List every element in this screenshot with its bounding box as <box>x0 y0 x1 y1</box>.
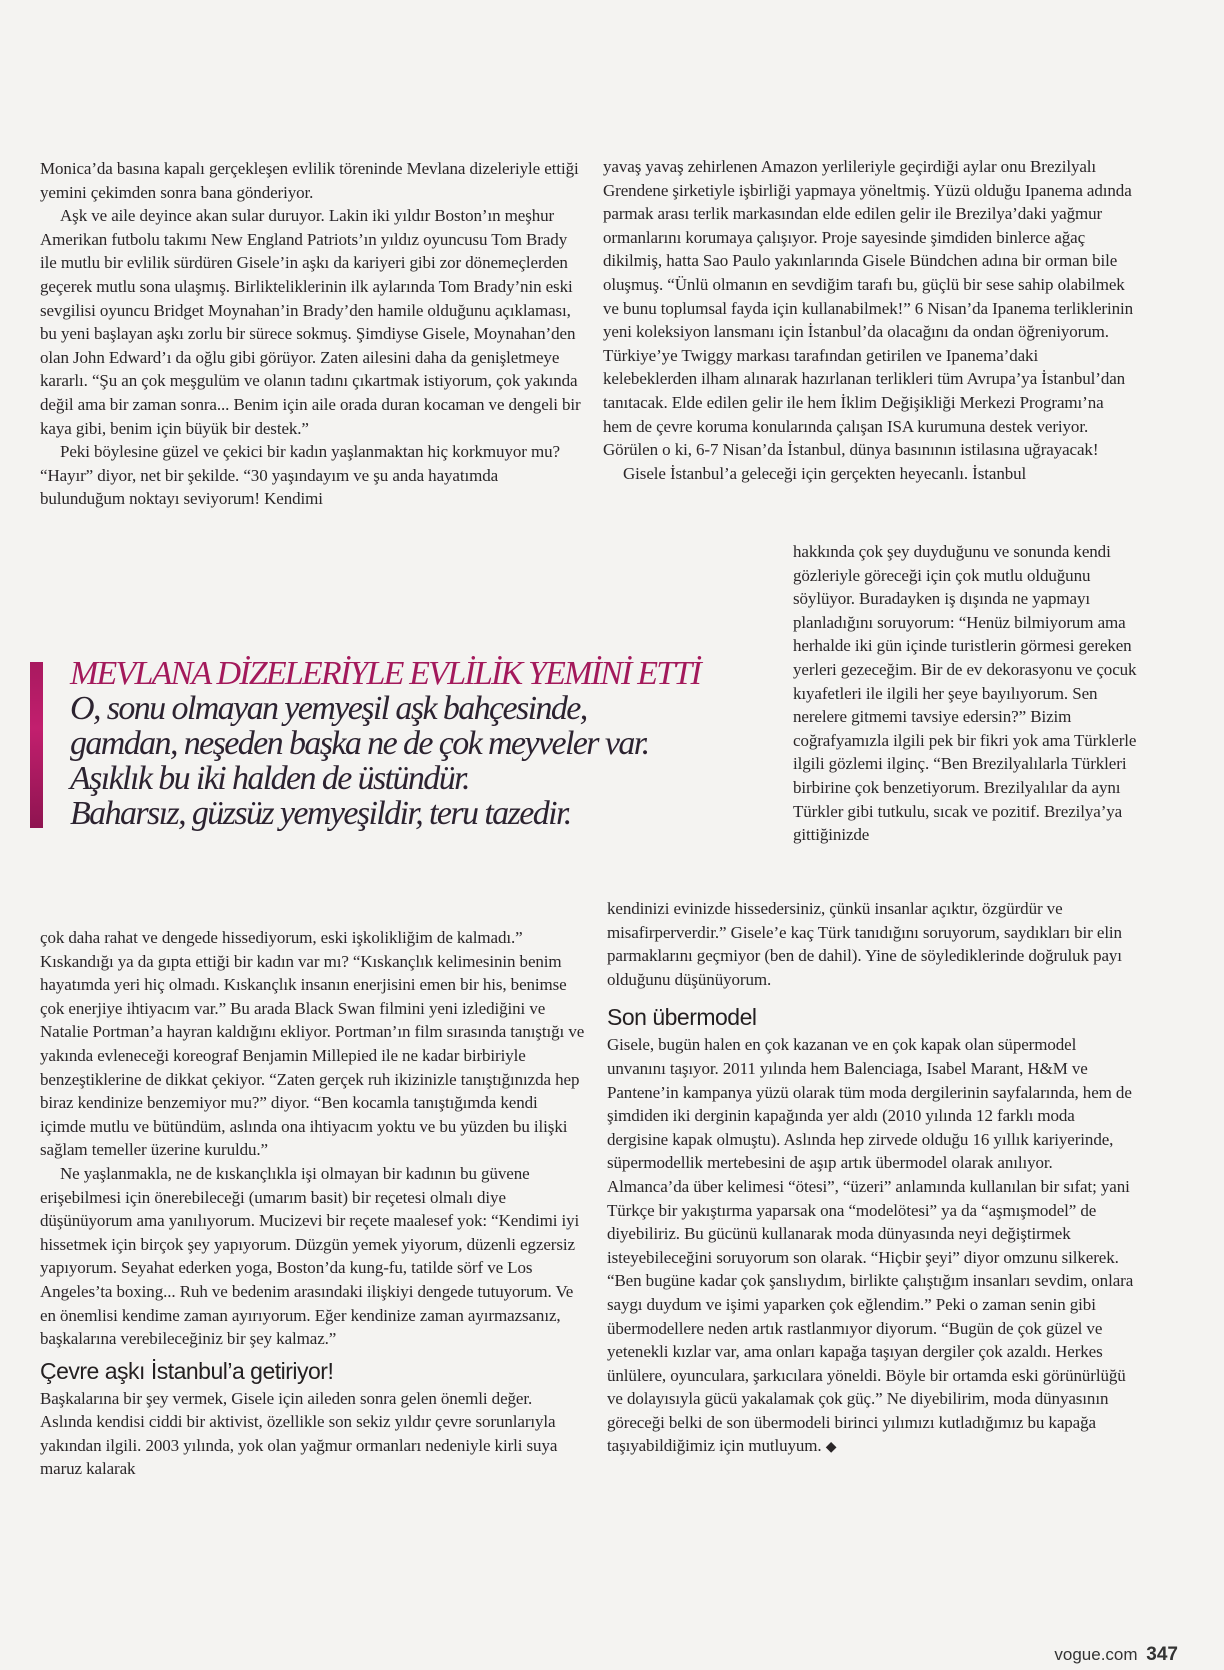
page-footer <box>1054 1644 1178 1666</box>
right-column-bottom <box>607 897 1137 1460</box>
paragraph: Aşk ve aile deyince akan sular duruyor. Lakin iki yıldır Boston’ın meşhur Amerikan futbolu takımı New England Patriots’ın yıldız oyuncusu Tom Brady ile mutlu bir evlilik sürdüren Gisele’in aşkı da kariyeri gibi zor dönemeçlerden geçerek mutlu sona ulaşmış. Birlikteliklerinin ilk aylarında Tom Brady’nin eski sevgilisi oyuncu Bridget Moynahan’in Brady’den hamile olduğunu açıklaması, bu yeni başlayan aşkı zorlu bir sürece sokmuş. Şimdiyse Gisele, Moynahan’den olan John Edward’ı da oğlu gibi görüyor. Zaten ailesini daha da genişletmeye kararlı. “Şu an çok meşgulüm ve olanın tadını çıkartmak istiyorum, çok yakında değil ama bir zaman sonra... Benim için aile orada duran kocaman ve dengeli bir kaya gibi, benim için büyük bir destek.” <box>40 206 581 438</box>
pull-quote-title: MEVLANA DİZELERİYLE EVLİLİK YEMİNİ ETTİ <box>70 655 700 692</box>
pull-quote-line: Aşıklık bu iki halden de üstündür. <box>70 760 469 797</box>
pull-quote-bar <box>30 662 43 828</box>
right-column-top <box>603 155 1133 485</box>
paragraph: Peki böylesine güzel ve çekici bir kadın yaşlanmaktan hiç korkmuyor mu? “Hayır” diyor, net bir şekilde. “30 yaşındayım ve şu anda hayatımda bulunduğum noktayı seviyorum! Kendimi <box>40 442 560 509</box>
site-name: vogue.com <box>1054 1645 1138 1664</box>
paragraph: Ne yaşlanmakla, ne de kıskançlıkla işi olmayan bir kadının bu güvene erişebilmesi için önerebileceği (umarım basit) bir reçetesi olmalı diye düşünüyorum ama yanılıyorum. Mucizevi bir reçete maalesef yok: “Kendimi iyi hissetmek için birçok şey yapıyorum. Düzgün yemek yiyorum, düzenli egzersiz yapıyorum. Seyahat ederken yoga, Boston’da kung-fu, tatilde sörf ve Los Angeles’ta boxing... Ruh ve bedenim arasındaki ilişkiyi dengede tutuyorum. Ve en önemlisi kendime zaman ayırıyorum. Eğer kendinize zaman ayırmazsanız, başkalarına verebileceğiniz bir şey kalmaz.” <box>40 1163 580 1349</box>
paragraph: yavaş yavaş zehirlenen Amazon yerlileriyle geçirdiği aylar onu Brezilyalı Grendene şirketiyle işbirliği yapmaya yöneltmiş. Yüzü olduğu Ipanema adında parmak arası terlik markasından elde edilen gelir ile Brezilya’daki yağmur ormanlarını korumaya çalışıyor. Proje sayesinde şimdiden binlerce ağaç dikilmiş, hatta Sao Paulo yakınlarında Gisele Bündchen adına bir orman bile oluşmuş. “Ünlü olmanın en sevdiğim tarafı bu, güçlü bir sese sahip olabilmek ve bunu toplumsal fayda için kullanabilmek!” 6 Nisan’da Ipanema terliklerinin yeni koleksiyon lansmanı için İstanbul’da olacağını da ondan öğreniyorum. Türkiye’ye Twiggy markası tarafından getirilen ve Ipanema’daki kelebeklerden ilham alınarak hazırlanan terlikleri tüm Avrupa’ya İstanbul’dan tanıtacak. Elde edilen gelir ile hem İklim Değişikliği Merkezi Programı’na hem de çevre koruma konularında çalışan ISA kurumuna destek veriyor. Görülen o ki, 6-7 Nisan’da İstanbul, dünya basınının istilasına uğrayacak! <box>603 157 1133 460</box>
paragraph: çok daha rahat ve dengede hissediyorum, eski işkolikliğim de kalmadı.” Kıskandığı ya da gıpta ettiği bir kadın var mı? “Kıskançlık kelimesinin benim hayatımda yeri hiç olmadı. Kıskançlık insanın enerjisini emen bir his, benimse çok enerjiye ihtiyacım var.” Bu arada Black Swan filmini yeni izlediğini ve Natalie Portman’a hayran kaldığını ekliyor. Portman’ın film sırasında tanıştığı ve yakında evleneceği koreograf Benjamin Millepied ile ne kadar birbiriyle benzeştiklerine de dikkat çekiyor. “Zaten gerçek ruh ikizinizle tanıştığınızda hep biraz kendinize benzemiyor mu?” diyor. “Ben kocamla tanıştığımda kendi içimde mutlu ve bütündüm, aslında ona ihtiyacım yoktu ve bu yüzden bu ilişki sağlam temeller üzerine kuruldu.” <box>40 928 585 1160</box>
end-mark-icon: ◆ <box>825 1440 837 1456</box>
paragraph: Başkalarına bir şey vermek, Gisele için aileden sonra gelen önemli değer. Aslında kendisi ciddi bir aktivist, özellikle son sekiz yıldır çevre sorunlarıyla yakından ilgili. 2003 yılında, yok olan yağmur ormanları nedeniyle kirli suya maruz kalarak <box>40 1388 558 1479</box>
paragraph: hakkında çok şey duyduğunu ve sonunda kendi gözleriyle göreceği için çok mutlu olduğunu söylüyor. Buradayken iş dışında ne yapmayı planladığını soruyorum: “Henüz bilmiyorum ama herhalde iki gün içinde turistlerin görmesi gereken yerleri gezeceğim. Bir de ev dekorasyonu ve çocuk kıyafetleri ile ilgili her şeye bayılıyorum. Sen nerelere gitmemi tavsiye edersin?” Bizim coğrafyamızla ilgili pek bir fikri yok ama Türklerle ilgili gözlemi ilginç. “Ben Brezilyalılarla Türkleri birbirine çok benzetiyorum. Brezilyalılar da aynı Türkler gibi tutkulu, sıcak ve pozitif. Brezilya’ya gittiğinizde <box>793 542 1137 845</box>
left-column-top <box>40 157 585 511</box>
left-column-bottom <box>40 926 585 1481</box>
page-number: 347 <box>1146 1644 1178 1665</box>
pull-quote-line: gamdan, neşeden başka ne de çok meyveler var. <box>70 725 649 762</box>
paragraph: kendinizi evinizde hissedersiniz, çünkü insanlar açıktır, özgürdür ve misafirperverdir.” Gisele’e kaç Türk tanıdığını soruyorum, saydıkları bir elin parmaklarını geçmiyor (ben de dahil). Yine de söylediklerinde doğruluk payı olduğunu düşünüyorum. <box>607 899 1122 989</box>
section-heading-son: Son übermodel <box>607 1004 757 1031</box>
pull-quote-line: Baharsız, güzsüz yemyeşildir, teru tazedir. <box>70 795 571 832</box>
right-column-wrap <box>793 540 1138 847</box>
paragraph: Gisele İstanbul’a geleceği için gerçekten heyecanlı. İstanbul <box>623 463 1027 483</box>
pull-quote-line: O, sonu olmayan yemyeşil aşk bahçesinde, <box>70 690 587 727</box>
paragraph: Monica’da basına kapalı gerçekleşen evlilik töreninde Mevlana dizeleriyle ettiği yemini çekimden sonra bana gönderiyor. <box>40 159 579 202</box>
paragraph <box>607 1033 1137 1460</box>
pull-quote <box>70 656 770 831</box>
paragraph-text: Gisele, bugün halen en çok kazanan ve en çok kapak olan süpermodel unvanını taşıyor. 2011 yılında hem Balenciaga, Isabel Marant, H&M ve Pantene’in kampanya yüzü olarak tüm moda dergilerinin sayfalarında, hem de şimdiden iki derginin kapağında yer aldı (2010 yılında 12 farklı moda dergisine kapak olmuştu). Aslında hep zirvede olduğu 16 yıllık kariyerinde, süpermodellik mertebesini de aşıp artık übermodel olarak anılıyor. Almanca’da über kelimesi “ötesi”, “üzeri” anlamında kullanılan bir sıfat; yani Türkçe bir yakıştırma yaparsak ona “modelötesi” ya da “aşmışmodel” de diyebiliriz. Bu gücünü kullanarak moda dünyasında neyi değiştirmek isteyebileceğini soruyorum son olarak. “Hiçbir şeyi” diyor omzunu silkerek. “Ben bugüne kadar çok şanslıydım, birlikte çalıştığım insanları sevdim, onlara saygı duydum ve işimi yaparken çok eğlendim.” Peki o zaman senin gibi übermodellere neden artık rastlanmıyor diyorum. “Bugün de çok güzel ve yetenekli kızlar var, ama onları kapağa taşıyan dergiler çok azaldı. Herkes ünlülere, oyunculara, şarkıcılara yöneldi. Böyle bir ortamda eski görünürlüğü ve dolayısıyla gücü yakalamak çok güç.” Ne diyebilirim, moda dünyasının göreceği belki de son übermodeli birinci yılımızı kutladığımız bu kapağa taşıyabildiğimiz için mutluyum. <box>607 1035 1134 1456</box>
section-heading-cevre: Çevre aşkı İstanbul’a getiriyor! <box>40 1357 334 1384</box>
